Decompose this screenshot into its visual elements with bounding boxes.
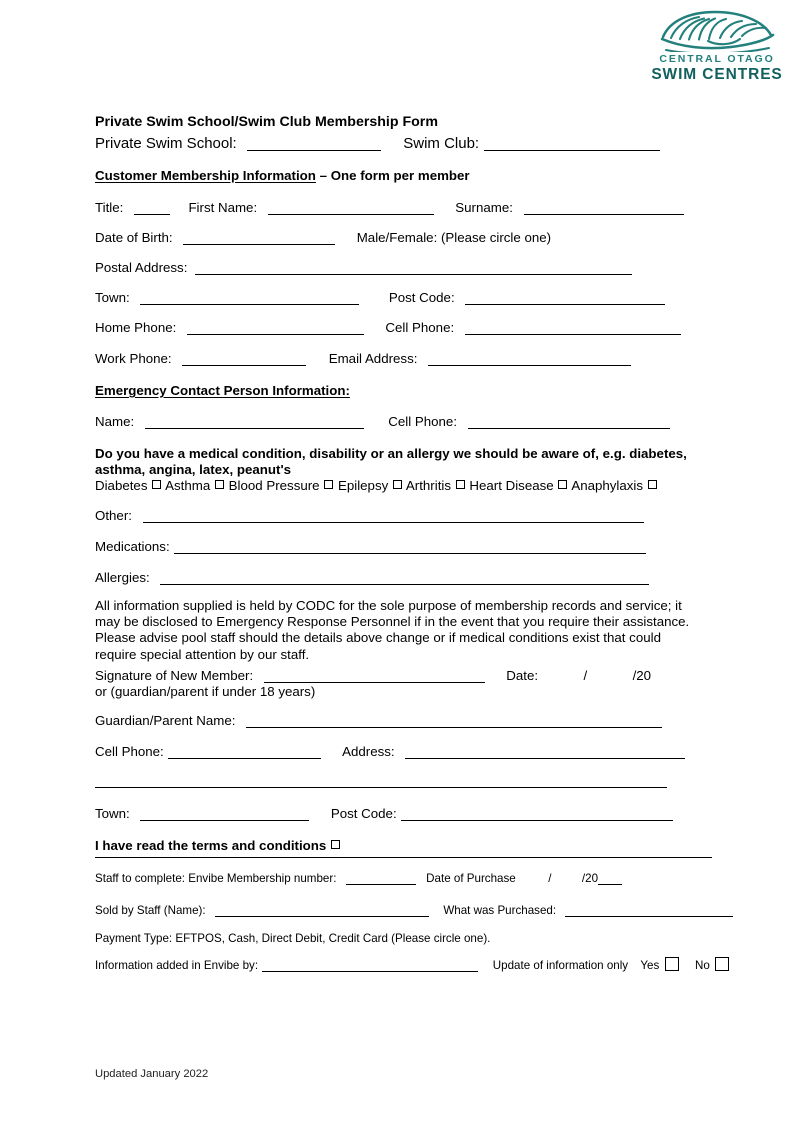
update-no-checkbox[interactable] <box>715 957 729 971</box>
postal-address-row <box>95 260 632 276</box>
email-input[interactable] <box>428 353 631 366</box>
allergies-row <box>95 570 649 586</box>
emergency-cell-phone-input[interactable] <box>468 416 670 429</box>
info-added-input[interactable] <box>262 961 478 972</box>
condition-heart-disease-label: Heart Disease <box>469 478 554 493</box>
title-label: Title: <box>95 200 124 215</box>
home-phone-input[interactable] <box>187 322 364 335</box>
medications-input[interactable] <box>174 541 646 554</box>
private-swim-school-label: Private Swim School: <box>95 135 237 152</box>
condition-epilepsy-checkbox[interactable] <box>393 480 402 489</box>
guardian-address-label: Address: <box>342 744 395 759</box>
what-purchased-label: What was Purchased: <box>443 904 557 917</box>
signature-date-slash[interactable]: / <box>583 668 588 683</box>
staff-membership-row <box>95 872 622 886</box>
sold-by-row <box>95 904 733 918</box>
postal-address-input[interactable] <box>195 262 632 275</box>
date-of-purchase-slash[interactable]: / <box>548 872 552 885</box>
condition-arthritis-checkbox[interactable] <box>456 480 465 489</box>
surname-input[interactable] <box>524 202 684 215</box>
surname-label: Surname: <box>455 200 513 215</box>
guardian-cell-address-row <box>95 744 685 760</box>
other-input[interactable] <box>143 510 644 523</box>
update-only-label: Update of information only <box>492 959 629 972</box>
info-added-row <box>95 957 731 973</box>
email-label: Email Address: <box>328 351 418 366</box>
other-row <box>95 508 644 524</box>
signature-input[interactable] <box>264 670 485 683</box>
privacy-paragraph: All information supplied is held by CODC for the sole purpose of membership records and service; it may be disclosed to Emergency Response Personnel if in the event that you require their assistance. Please advise pool staff should the details above change or if medical conditions exist that could require special attention by our staff. <box>95 598 690 662</box>
first-name-input[interactable] <box>268 202 434 215</box>
envibe-membership-number-input[interactable] <box>346 874 416 885</box>
guardian-address-line2-row <box>95 773 667 789</box>
update-yes-checkbox[interactable] <box>665 957 679 971</box>
guardian-name-label: Guardian/Parent Name: <box>95 713 236 728</box>
guardian-town-input[interactable] <box>140 808 309 821</box>
sold-by-input[interactable] <box>215 906 429 917</box>
date-of-purchase-label: Date of Purchase <box>426 872 516 885</box>
home-cell-phone-row <box>95 320 681 336</box>
footer-updated-date: Updated January 2022 <box>95 1068 209 1080</box>
customer-section-heading <box>95 168 470 184</box>
medical-conditions-row <box>95 478 658 494</box>
guardian-post-code-label: Post Code: <box>330 806 397 821</box>
condition-diabetes-label: Diabetes <box>95 478 148 493</box>
guardian-note: or (guardian/parent if under 18 years) <box>95 684 316 699</box>
emergency-name-input[interactable] <box>145 416 364 429</box>
title-input[interactable] <box>134 202 170 215</box>
medications-label: Medications: <box>95 539 170 554</box>
staff-to-complete-label: Staff to complete: Envibe Membership number: <box>95 872 337 885</box>
guardian-name-row <box>95 713 662 729</box>
condition-asthma-label: Asthma <box>165 478 211 493</box>
medications-row <box>95 539 646 555</box>
guardian-address-input[interactable] <box>405 746 685 759</box>
gender-label[interactable]: Male/Female: (Please circle one) <box>356 230 552 245</box>
condition-blood-pressure-label: Blood Pressure <box>228 478 320 493</box>
emergency-contact-row <box>95 414 670 430</box>
emergency-name-label: Name: <box>95 414 135 429</box>
terms-label: I have read the terms and conditions <box>95 838 327 853</box>
work-phone-label: Work Phone: <box>95 351 172 366</box>
condition-heart-disease-checkbox[interactable] <box>558 480 567 489</box>
update-yes-label: Yes <box>640 959 660 972</box>
date-of-purchase-year-input[interactable] <box>598 874 622 885</box>
cell-phone-label: Cell Phone: <box>385 320 455 335</box>
condition-blood-pressure-checkbox[interactable] <box>324 480 333 489</box>
organisation-logo <box>643 8 791 94</box>
what-purchased-input[interactable] <box>565 906 733 917</box>
guardian-cell-phone-label: Cell Phone: <box>95 744 164 759</box>
post-code-input[interactable] <box>465 292 665 305</box>
guardian-address-line2-input[interactable] <box>95 775 667 788</box>
cell-phone-input[interactable] <box>465 322 681 335</box>
guardian-cell-phone-input[interactable] <box>168 746 321 759</box>
condition-anaphylaxis-label: Anaphylaxis <box>571 478 644 493</box>
allergies-label: Allergies: <box>95 570 150 585</box>
emergency-cell-phone-label: Cell Phone: <box>388 414 458 429</box>
page-title: Private Swim School/Swim Club Membership Form <box>95 114 438 130</box>
work-phone-email-row <box>95 351 631 367</box>
dob-label: Date of Birth: <box>95 230 173 245</box>
postal-address-label: Postal Address: <box>95 260 188 275</box>
town-label: Town: <box>95 290 130 305</box>
town-postcode-row <box>95 290 665 306</box>
condition-asthma-checkbox[interactable] <box>215 480 224 489</box>
terms-row <box>95 838 341 854</box>
town-input[interactable] <box>140 292 359 305</box>
logo-text-line1: CENTRAL OTAGO <box>659 53 775 65</box>
customer-section-heading-underlined: Customer Membership Information <box>95 168 316 183</box>
private-swim-school-input[interactable] <box>247 138 381 151</box>
signature-date-label: Date: <box>506 668 539 683</box>
terms-checkbox[interactable] <box>331 840 340 849</box>
post-code-label: Post Code: <box>388 290 455 305</box>
update-no-label: No <box>694 959 710 972</box>
medical-question: Do you have a medical condition, disability or an allergy we should be aware of, e.g. diabetes, asthma, angina, latex, peanut's <box>95 446 687 478</box>
staff-section-divider <box>95 857 712 858</box>
name-row <box>95 200 684 216</box>
swim-club-label: Swim Club: <box>403 135 480 152</box>
swim-club-input[interactable] <box>484 138 660 151</box>
hills-waves-icon <box>656 8 778 52</box>
payment-type-label[interactable]: Payment Type: EFTPOS, Cash, Direct Debit, Credit Card (Please circle one). <box>95 932 491 945</box>
emergency-section-heading: Emergency Contact Person Information: <box>95 383 350 398</box>
dob-input[interactable] <box>183 232 335 245</box>
signature-date-year[interactable]: /20 <box>632 668 652 683</box>
signature-label: Signature of New Member: <box>95 668 254 683</box>
dob-gender-row <box>95 230 551 246</box>
customer-section-heading-rest: – One form per member <box>315 168 470 183</box>
logo-text-line2: SWIM CENTRES <box>651 66 783 83</box>
guardian-town-label: Town: <box>95 806 130 821</box>
home-phone-label: Home Phone: <box>95 320 177 335</box>
condition-anaphylaxis-checkbox[interactable] <box>648 480 657 489</box>
guardian-post-code-input[interactable] <box>401 808 673 821</box>
first-name-label: First Name: <box>188 200 258 215</box>
swim-school-club-row <box>95 136 660 152</box>
date-of-purchase-year: /20 <box>581 872 599 885</box>
condition-arthritis-label: Arthritis <box>405 478 451 493</box>
other-label: Other: <box>95 508 132 523</box>
guardian-town-postcode-row <box>95 806 673 822</box>
allergies-input[interactable] <box>160 572 649 585</box>
condition-diabetes-checkbox[interactable] <box>152 480 161 489</box>
condition-epilepsy-label: Epilepsy <box>337 478 389 493</box>
info-added-label: Information added in Envibe by: <box>95 959 259 972</box>
guardian-name-input[interactable] <box>246 715 662 728</box>
signature-row <box>95 668 651 684</box>
sold-by-label: Sold by Staff (Name): <box>95 904 206 917</box>
work-phone-input[interactable] <box>182 353 306 366</box>
